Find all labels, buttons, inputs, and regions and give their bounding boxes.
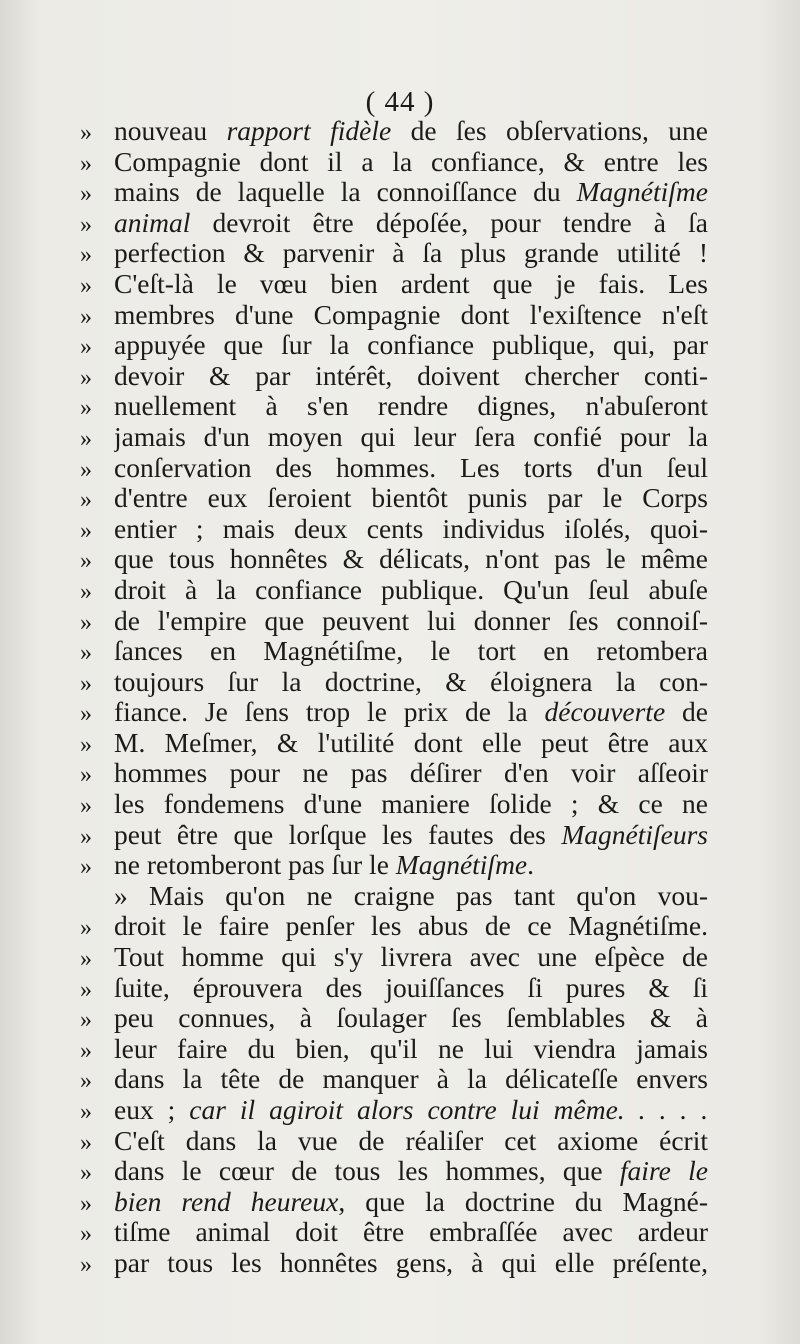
- quote-mark: »: [80, 120, 92, 146]
- line-text: [114, 391, 708, 422]
- text-segment: toujours ſur la doctrine, & éloignera la con-: [114, 666, 708, 697]
- italic-text: Magnétiſme: [576, 177, 708, 208]
- text-line: [80, 269, 708, 300]
- quote-mark: »: [80, 303, 92, 330]
- text-segment: C'eſt-là le vœu bien ardent que je fais. Les: [114, 268, 708, 299]
- line-text: [114, 820, 708, 851]
- quote-mark: »: [80, 517, 92, 544]
- text-line: [80, 667, 708, 698]
- italic-text: découverte: [544, 697, 666, 728]
- italic-text: animal: [114, 207, 191, 238]
- line-text: [114, 697, 708, 728]
- text-line: [80, 1095, 708, 1126]
- text-segment: eux ;: [114, 1095, 190, 1125]
- text-segment: nouveau: [114, 116, 227, 146]
- text-segment: ſances en Magnétiſme, le tort en retombera: [114, 636, 708, 667]
- text-line: [80, 1126, 708, 1157]
- text-line: [80, 1217, 708, 1248]
- quote-mark: »: [80, 1037, 92, 1064]
- text-line: [80, 789, 708, 820]
- text-segment: devoir & par intérêt, doivent chercher conti-: [114, 360, 708, 391]
- quote-mark: »: [80, 395, 92, 422]
- line-text: [114, 422, 708, 453]
- text-line: [80, 911, 708, 942]
- text-segment: ſuite, éprouvera des jouiſſances ſi pures & ſi: [114, 972, 708, 1003]
- quote-mark: »: [80, 823, 92, 850]
- quote-mark: »: [80, 425, 92, 452]
- line-text: [114, 453, 708, 484]
- quote-mark: »: [80, 1251, 92, 1278]
- text-line: [80, 1064, 708, 1095]
- text-line: [80, 881, 708, 912]
- text-segment: entier ; mais deux cents individus iſolés, quoi-: [114, 513, 708, 544]
- text-line: [80, 300, 708, 331]
- line-text: [114, 1095, 708, 1126]
- quote-mark: »: [80, 670, 92, 697]
- text-segment: appuyée que ſur la confiance publique, qui, par: [114, 330, 708, 361]
- quote-mark: »: [80, 793, 92, 820]
- quote-mark: »: [80, 731, 92, 758]
- line-text: [114, 300, 708, 331]
- text-segment: perfection & parvenir à ſa plus grande utilité !: [114, 238, 708, 269]
- quote-mark: »: [80, 456, 92, 483]
- quote-mark: »: [80, 1007, 92, 1034]
- text-line: [80, 208, 708, 239]
- quote-mark: »: [80, 609, 92, 636]
- quote-mark: »: [80, 181, 92, 208]
- italic-text: rapport fidèle: [226, 116, 392, 146]
- text-line: [80, 1248, 708, 1279]
- text-line: [80, 697, 708, 728]
- italic-text: Magnétiſme: [395, 850, 528, 881]
- line-text: [114, 911, 708, 942]
- text-line: [80, 850, 708, 881]
- text-segment: de l'empire que peuvent lui donner ſes connoiſ-: [114, 605, 708, 636]
- text-segment: par tous les honnêtes gens, à qui elle préſente,: [114, 1247, 708, 1278]
- line-text: [114, 1187, 708, 1218]
- text-line: [80, 177, 708, 208]
- text-segment: hommes pour ne pas déſirer d'en voir aſſeoir: [114, 758, 708, 789]
- text-segment: fiance. Je ſens trop le prix de la: [114, 697, 545, 728]
- line-text: [114, 636, 708, 667]
- quote-mark: »: [80, 976, 92, 1003]
- text-line: [80, 636, 708, 667]
- text-segment: leur faire du bien, qu'il ne lui viendra jamais: [114, 1033, 708, 1064]
- text-line: [80, 483, 708, 514]
- line-text: [114, 330, 708, 361]
- text-line: [80, 147, 708, 178]
- text-segment: droit le faire penſer les abus de ce Magnétiſme.: [114, 911, 708, 942]
- text-segment: conſervation des hommes. Les torts d'un ſeul: [114, 452, 708, 483]
- quote-mark: »: [80, 1160, 92, 1187]
- line-text: [114, 575, 708, 606]
- quote-mark: »: [80, 487, 92, 514]
- text-line: [80, 758, 708, 789]
- quote-mark: »: [80, 1129, 92, 1156]
- quote-mark: »: [80, 334, 92, 361]
- line-text: [114, 789, 708, 820]
- line-text: [114, 1064, 708, 1095]
- text-segment: dans le cœur de tous les hommes, que: [114, 1156, 620, 1187]
- text-line: [80, 1156, 708, 1187]
- text-segment: .: [527, 850, 535, 881]
- line-text: [114, 116, 708, 147]
- text-segment: C'eſt dans la vue de réaliſer cet axiome écrit: [114, 1125, 708, 1156]
- text-segment: Tout homme qui s'y livrera avec une eſpèce de: [114, 942, 708, 973]
- quote-mark: »: [80, 640, 92, 667]
- text-segment: d'entre eux ſeroient bientôt punis par le Corps: [114, 483, 708, 514]
- text-line: [80, 514, 708, 545]
- quote-mark: »: [80, 242, 92, 269]
- italic-text: Magnétiſeurs: [561, 819, 708, 850]
- text-line: [80, 238, 708, 269]
- text-segment: » Mais qu'on ne craigne pas tant qu'on vou-: [114, 880, 708, 911]
- line-text: [114, 1248, 708, 1279]
- line-text: [114, 667, 708, 698]
- text-line: [80, 544, 708, 575]
- line-text: [114, 147, 708, 178]
- text-line: [80, 575, 708, 606]
- italic-text: faire le: [619, 1156, 708, 1187]
- line-text: [114, 544, 708, 575]
- text-segment: de: [665, 697, 708, 728]
- text-line: [80, 820, 708, 851]
- text-segment: M. Meſmer, & l'utilité dont elle peut être aux: [114, 727, 708, 758]
- text-segment: peut être que lorſque les fautes des: [114, 819, 562, 850]
- line-text: [114, 361, 708, 392]
- line-text: [114, 238, 708, 269]
- line-text: [114, 483, 708, 514]
- quote-mark: »: [80, 915, 92, 942]
- quote-mark: »: [80, 701, 92, 728]
- line-text: [114, 514, 708, 545]
- line-text: [114, 208, 708, 239]
- line-text: [114, 850, 708, 881]
- line-text: [114, 758, 708, 789]
- line-text: [114, 1034, 708, 1065]
- quote-mark: »: [80, 272, 92, 299]
- text-segment: , que la doctrine du Magné-: [338, 1186, 708, 1217]
- text-segment: mains de laquelle la connoiſſance du: [114, 177, 577, 208]
- quote-mark: »: [80, 364, 92, 391]
- text-line: [80, 453, 708, 484]
- line-text: [114, 1003, 708, 1034]
- text-segment: les fondemens d'une maniere ſolide ; & ce ne: [114, 789, 708, 820]
- text-segment: que tous honnêtes & délicats, n'ont pas le même: [114, 544, 708, 575]
- line-text: [114, 973, 708, 1004]
- text-line: [80, 1034, 708, 1065]
- text-line: [80, 606, 708, 637]
- text-line: [80, 116, 708, 147]
- text-segment: membres d'une Compagnie dont l'exiſtence n'eſt: [114, 299, 708, 330]
- quote-mark: »: [80, 946, 92, 973]
- line-text: [114, 728, 708, 759]
- text-segment: dans la tête de manquer à la délicateſſe envers: [114, 1064, 708, 1095]
- line-text: [114, 942, 708, 973]
- text-segment: nuellement à s'en rendre dignes, n'abuſeront: [114, 391, 708, 422]
- quote-mark: »: [80, 1068, 92, 1095]
- line-text: [114, 1126, 708, 1157]
- text-line: [80, 973, 708, 1004]
- italic-text: car il agiroit alors contre lui même. . . . .: [189, 1095, 708, 1125]
- text-segment: Compagnie dont il a la confiance, & entre les: [114, 146, 708, 177]
- quote-mark: »: [80, 1221, 92, 1248]
- line-text: [114, 881, 708, 912]
- quote-mark: »: [80, 854, 92, 881]
- text-line: [80, 330, 708, 361]
- quote-mark: »: [80, 1190, 92, 1217]
- quote-mark: »: [80, 211, 92, 238]
- text-line: [80, 728, 708, 759]
- page-number: ( 44 ): [365, 86, 435, 118]
- text-segment: tiſme animal doit être embraſſée avec ardeur: [114, 1217, 708, 1248]
- text-line: [80, 361, 708, 392]
- text-segment: droit à la confiance publique. Qu'un ſeul abuſe: [114, 574, 708, 605]
- quote-mark: »: [80, 548, 92, 575]
- text-line: [80, 1003, 708, 1034]
- body-text: [80, 116, 708, 1279]
- quote-mark: »: [80, 1099, 92, 1125]
- italic-text: bien rend heureux: [114, 1186, 339, 1217]
- text-segment: devroit être dépoſée, pour tendre à ſa: [190, 207, 708, 238]
- line-text: [114, 1217, 708, 1248]
- text-segment: de ſes obſervations, une: [391, 116, 708, 146]
- line-text: [114, 269, 708, 300]
- line-text: [114, 1156, 708, 1187]
- text-line: [80, 942, 708, 973]
- text-segment: ne retomberont pas ſur le: [114, 850, 396, 881]
- text-line: [80, 391, 708, 422]
- line-text: [114, 177, 708, 208]
- quote-mark: »: [80, 762, 92, 789]
- text-segment: jamais d'un moyen qui leur ſera confié pour la: [114, 421, 708, 452]
- quote-mark: »: [80, 150, 92, 177]
- text-line: [80, 422, 708, 453]
- line-text: [114, 606, 708, 637]
- text-segment: peu connues, à ſoulager ſes ſemblables & à: [114, 1003, 708, 1034]
- quote-mark: »: [80, 578, 92, 605]
- text-line: [80, 1187, 708, 1218]
